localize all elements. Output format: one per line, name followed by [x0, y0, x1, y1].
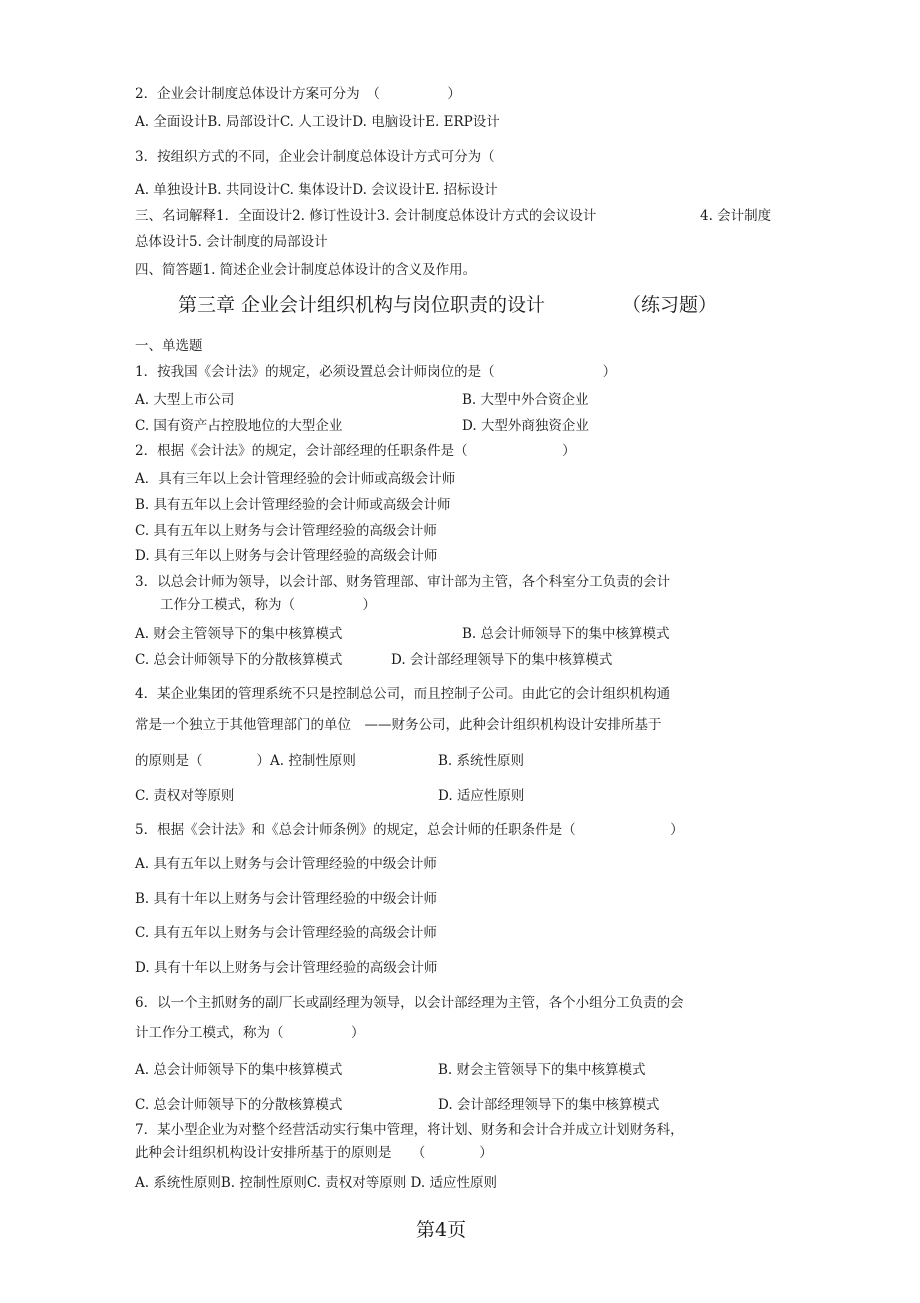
question-stem-continued: 计工作分工模式，称为（ ） [135, 1025, 365, 1041]
option-b: B. 财会主管领导下的集中核算模式 [438, 1062, 646, 1078]
option-a: A. 具有五年以上财务与会计管理经验的中级会计师 [135, 856, 437, 872]
question-stem: 2．根据《会计法》的规定，会计部经理的任职条件是（ ） [135, 443, 576, 459]
question-stem: 7．某小型企业为对整个经营活动实行集中管理，将计划、财务和会计合并成立计划财务科， [135, 1122, 684, 1138]
option-d: D. 会计部经理领导下的集中核算模式 [391, 652, 613, 668]
option-c: C. 总会计师领导下的分散核算模式 [135, 1097, 343, 1113]
section-text: 4. 会计制度 [700, 208, 772, 224]
question-stem-continued: 常是一个独立于其他管理部门的单位 ——财务公司，此种会计组织机构设计安排所基于 [135, 717, 662, 733]
option-b: B. 总会计师领导下的集中核算模式 [462, 626, 670, 642]
chapter-title: 第三章 企业会计组织机构与岗位职责的设计 [178, 294, 546, 316]
option-a: A. 大型上市公司 [135, 392, 235, 408]
question-stem: 1．按我国《会计法》的规定，必须设置总会计师岗位的是（ ） [135, 364, 617, 380]
option-d: D. 具有十年以上财务与会计管理经验的高级会计师 [135, 960, 438, 976]
chapter-tag: （练习题） [622, 294, 718, 316]
question-stem: 3．按组织方式的不同，企业会计制度总体设计方式可分为（ [135, 149, 495, 165]
option-d: D. 具有三年以上财务与会计管理经验的高级会计师 [135, 548, 438, 564]
question-stem: 6．以一个主抓财务的副厂长或副经理为领导，以会计部经理为主管，各个小组分工负责的会 [135, 995, 684, 1011]
option-a: A. 财会主管领导下的集中核算模式 [135, 626, 343, 642]
option-c: C. 国有资产占控股地位的大型企业 [135, 418, 343, 434]
question-options: A. 单独设计B. 共同设计C. 集体设计D. 会议设计E. 招标设计 [135, 182, 498, 198]
question-stem-continued: 工作分工模式，称为（ ） [160, 597, 376, 613]
section-heading-single-choice: 一、单选题 [135, 338, 203, 354]
option-d: D. 会计部经理领导下的集中核算模式 [438, 1097, 660, 1113]
question-stem: 5．根据《会计法》和《总会计师条例》的规定，总会计师的任职条件是（ ） [135, 822, 684, 838]
question-stem: 4．某企业集团的管理系统不只是控制总公司，而且控制子公司。由此它的会计组织机构通 [135, 686, 671, 702]
option-c: C. 具有五年以上财务与会计管理经验的高级会计师 [135, 523, 437, 539]
section-text: 总体设计5. 会计制度的局部设计 [135, 234, 328, 250]
question-options: A. 全面设计B. 局部设计C. 人工设计D. 电脑设计E. ERP设计 [135, 114, 500, 130]
option-c: C. 责权对等原则 [135, 788, 235, 804]
option-b: B. 大型中外合资企业 [462, 392, 589, 408]
option-c: C. 具有五年以上财务与会计管理经验的高级会计师 [135, 925, 437, 941]
page-number: 第4页 [416, 1219, 467, 1241]
option-b: B. 具有十年以上财务与会计管理经验的中级会计师 [135, 891, 438, 907]
option-c: C. 总会计师领导下的分散核算模式 [135, 652, 343, 668]
question-stem: 3．以总会计师为领导，以会计部、财务管理部、审计部为主管，各个科室分工负责的会计 [135, 574, 671, 590]
question-stem: 2．企业会计制度总体设计方案可分为 （ ） [135, 86, 461, 102]
option-b: B. 系统性原则 [438, 753, 525, 769]
question-options: A. 系统性原则B. 控制性原则C. 责权对等原则 D. 适应性原则 [135, 1175, 497, 1191]
option-a: A．具有三年以上会计管理经验的会计师或高级会计师 [135, 471, 456, 487]
question-stem-continued: 此种会计组织机构设计安排所基于的原则是 （ ） [135, 1145, 493, 1161]
section-heading-short-answer: 四、简答题1. 简述企业会计制度总体设计的含义及作用。 [135, 262, 477, 278]
option-d: D. 大型外商独资企业 [462, 418, 589, 434]
section-heading-terms: 三、名词解释1．全面设计2. 修订性设计3. 会计制度总体设计方式的会议设计 [135, 208, 597, 224]
question-stem-continued: 的原则是（ ）A. 控制性原则 [135, 753, 356, 769]
option-d: D. 适应性原则 [438, 788, 525, 804]
option-a: A. 总会计师领导下的集中核算模式 [135, 1062, 343, 1078]
option-b: B. 具有五年以上会计管理经验的会计师或高级会计师 [135, 497, 451, 513]
